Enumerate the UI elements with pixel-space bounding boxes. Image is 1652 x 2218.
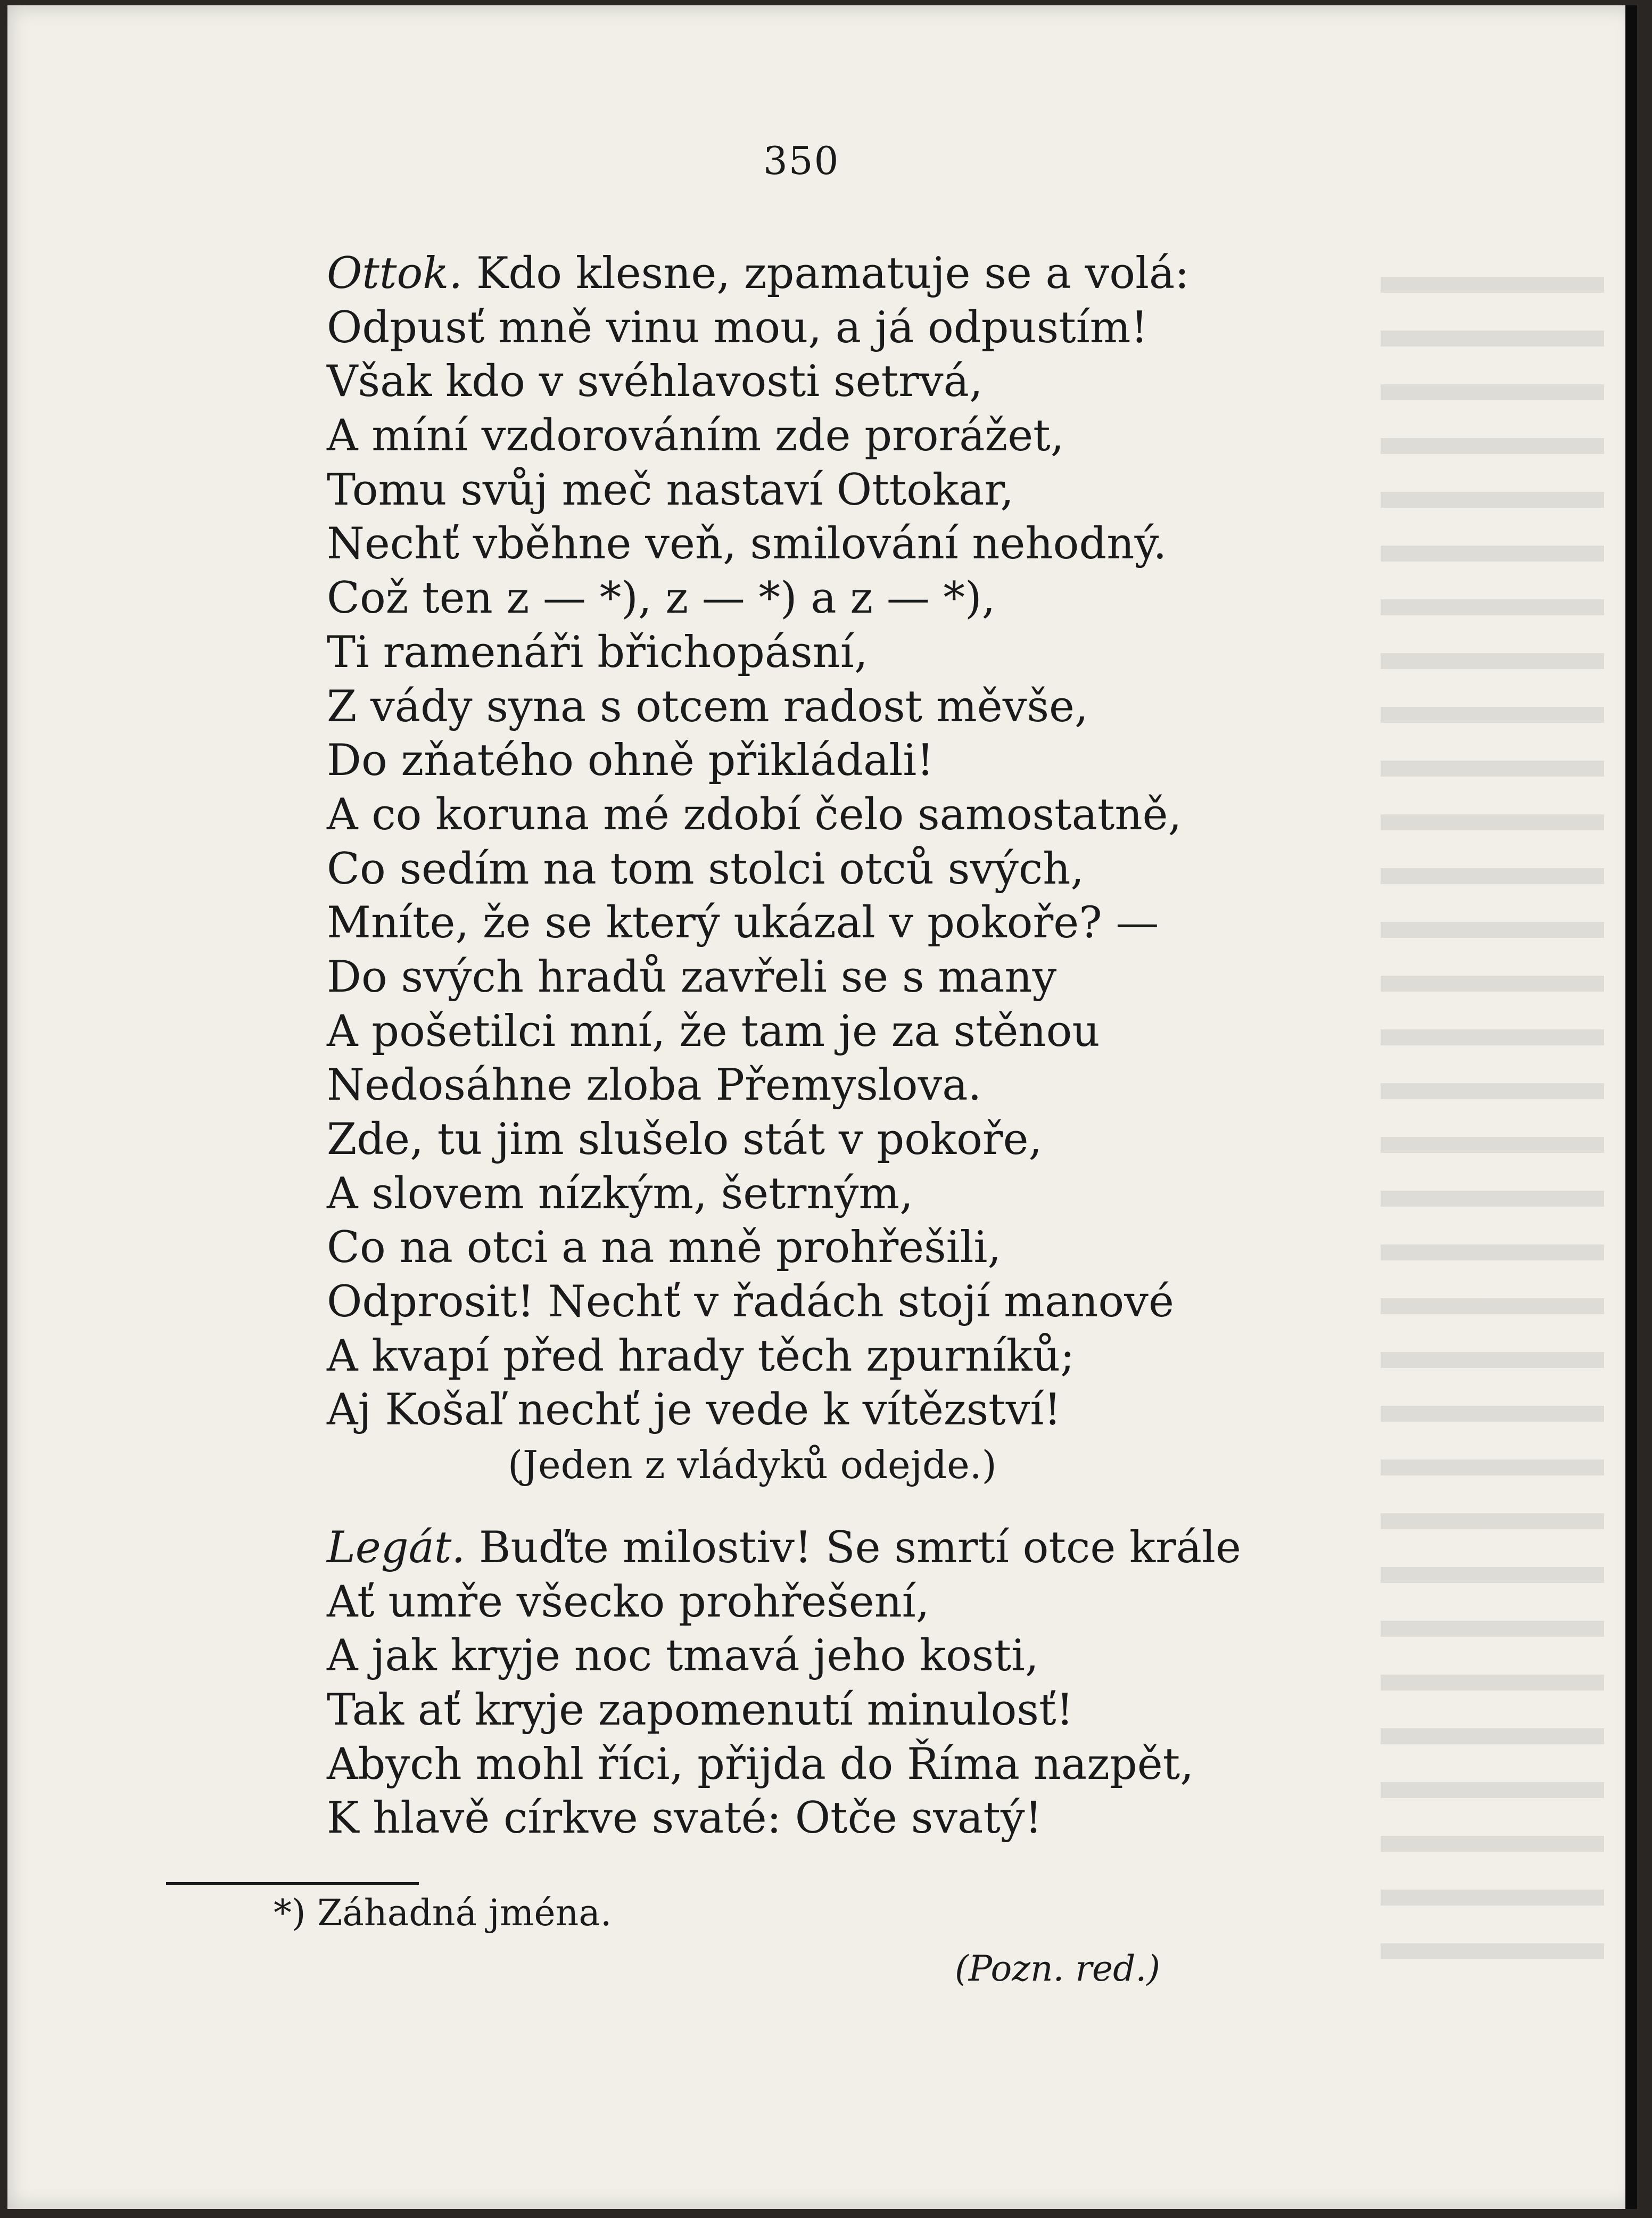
verse-line: A slovem nízkým, šetrným, [327,1168,913,1219]
verse-line: Což ten z — *), z — *) a z — *), [327,573,996,624]
verse-line: Co sedím na tom stolci otců svých, [327,844,1085,894]
verse-line: Abych mohl říci, přijda do Říma nazpět, [327,1739,1194,1790]
verse-line: Z vády syna s otcem radost měvše, [327,681,1088,732]
footnote: *) Záhadná jména. [274,1892,612,1934]
footnote-divider [166,1882,419,1885]
verse-line: Odpusť mně vinu mou, a já odpustím! [327,302,1148,353]
verse-line: Nechť vběhne veň, smilování nehodný. [327,519,1167,570]
verse-line: Do svých hradů zavřeli se s many [327,952,1057,1002]
verse-line: Co na otci a na mně prohřešili, [327,1223,1002,1273]
verse-line: Ti ramenáři břichopásní, [327,627,868,678]
verse-line: A jak kryje noc tmavá jeho kosti, [327,1631,1039,1681]
verse-line: Ottok. Kdo klesne, zpamatuje se a volá: [327,249,1190,299]
page-number: 350 [763,138,840,183]
verse-line: Tomu svůj meč nastaví Ottokar, [327,465,1014,515]
verse-line: A pošetilci mní, že tam je za stěnou [327,1006,1100,1057]
verse-line: Odprosit! Nechť v řadách stojí manové [327,1277,1174,1327]
editor-note: (Pozn. red.) [955,1948,1161,1989]
verse-line: Ať umře všecko prohřešení, [327,1577,930,1627]
legate-speech [327,1521,1434,1846]
verse-line: A co koruna mé zdobí čelo samostatně, [327,789,1182,840]
speaker-name: Ottok. [327,249,463,299]
verse-line: A míní vzdorováním zde prorážet, [327,411,1064,461]
verse-line: Aj Košaľ nechť je vede k vítězství! [327,1385,1061,1436]
verse-line: Legát. Buďte milostiv! Se smrtí otce krále [327,1523,1241,1573]
page-edge [1625,5,1637,2209]
stage-direction: (Jeden z vládyků odejde.) [508,1442,997,1487]
ottokar-speech [327,247,1434,1438]
verse-line: Tak ať kryje zapomenutí minulosť! [327,1685,1074,1736]
verse-line: Zde, tu jim slušelo stát v pokoře, [327,1115,1043,1165]
verse-line: A kvapí před hrady těch zpurníků; [327,1331,1075,1381]
verse-line: Mníte, že se který ukázal v pokoře? — [327,898,1159,949]
verse-line: Do zňatého ohně přikládali! [327,736,934,786]
speaker-name: Legát. [327,1523,466,1573]
verse-line: Však kdo v svéhlavosti setrvá, [327,357,983,407]
verse-line: K hlavě církve svaté: Otče svatý! [327,1793,1043,1844]
verse-line: Nedosáhne zloba Přemyslova. [327,1060,982,1111]
book-page [7,5,1637,2209]
